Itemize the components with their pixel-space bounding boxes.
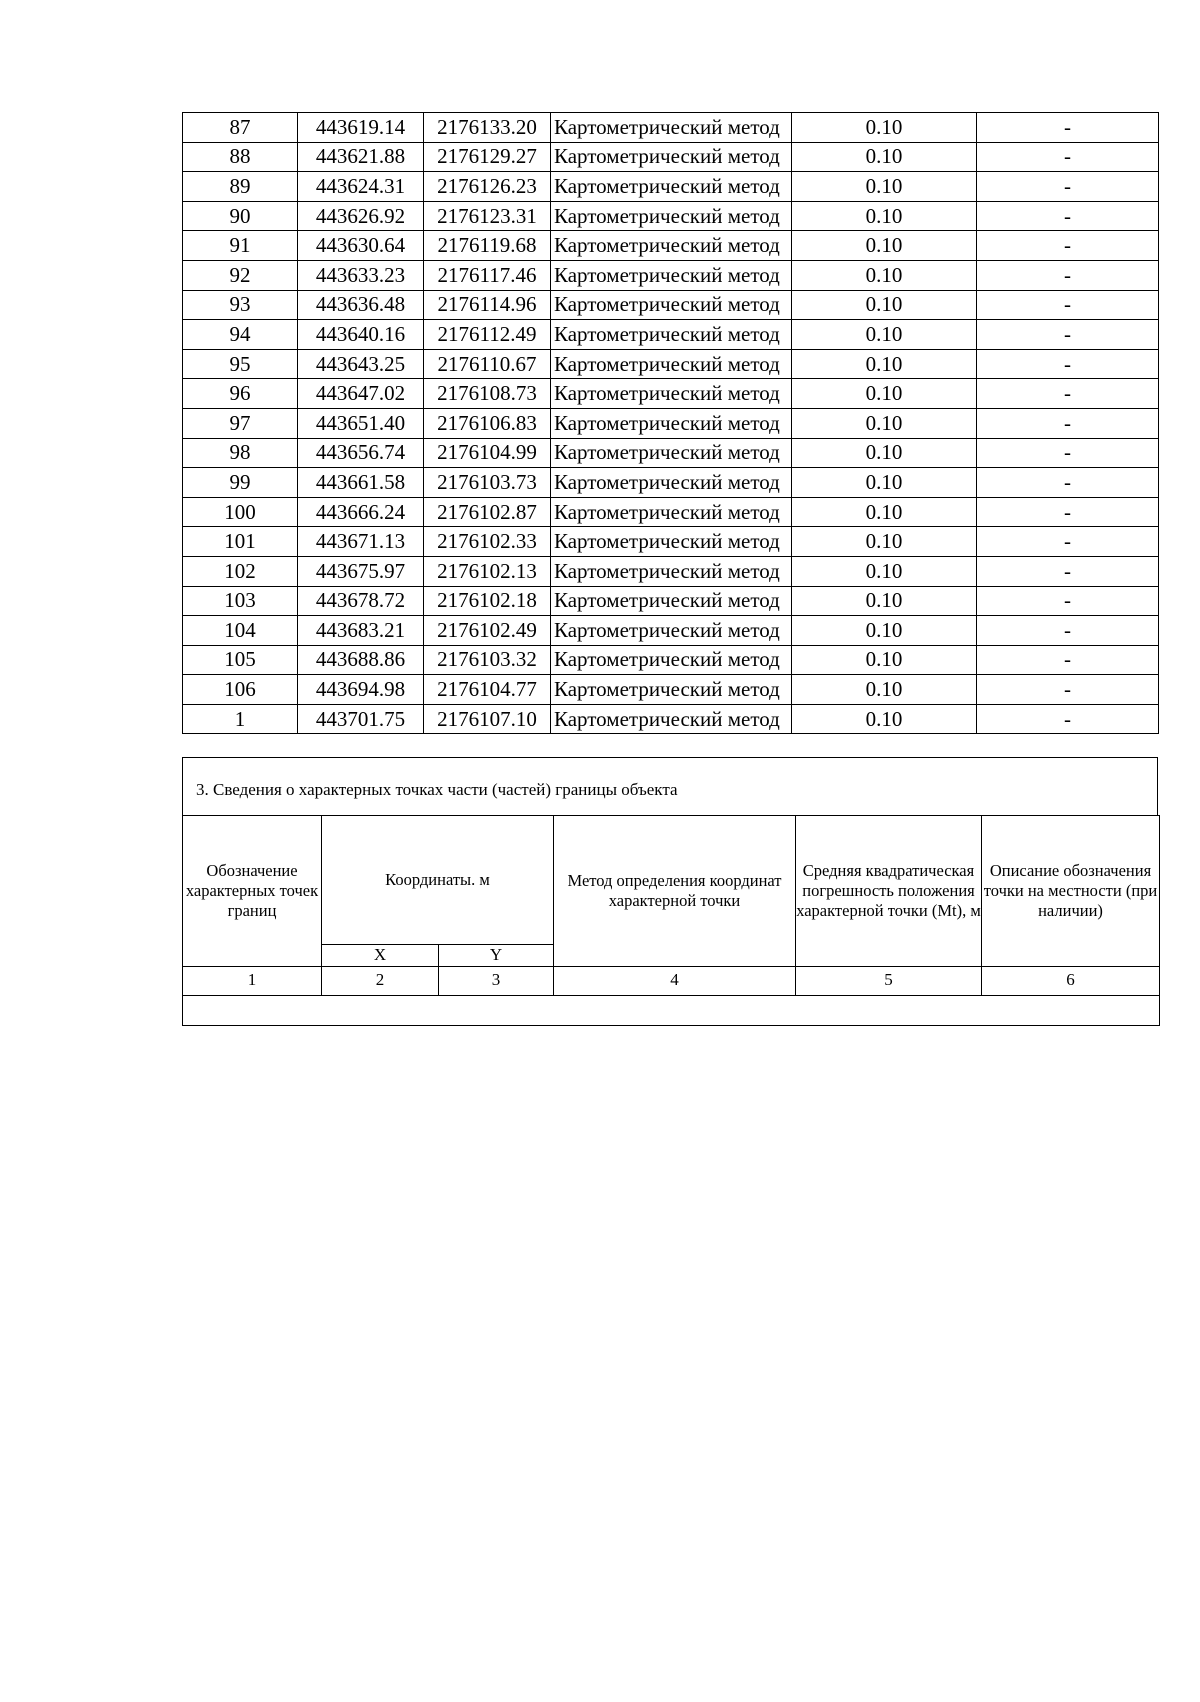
table-row xyxy=(183,675,1159,705)
x-header: X xyxy=(322,945,439,967)
method-cell: Картометрический метод xyxy=(551,468,792,498)
y-coordinate-cell: 2176123.31 xyxy=(424,201,551,231)
x-coordinate-cell: 443636.48 xyxy=(298,290,424,320)
description-cell: - xyxy=(977,527,1159,557)
y-coordinate-cell: 2176104.99 xyxy=(424,438,551,468)
x-coordinate-cell: 443688.86 xyxy=(298,645,424,675)
description-cell: - xyxy=(977,320,1159,350)
table-row xyxy=(183,438,1159,468)
accuracy-cell: 0.10 xyxy=(792,320,977,350)
table-row xyxy=(183,586,1159,616)
accuracy-cell: 0.10 xyxy=(792,142,977,172)
method-cell: Картометрический метод xyxy=(551,172,792,202)
y-coordinate-cell: 2176108.73 xyxy=(424,379,551,409)
y-coordinate-cell: 2176107.10 xyxy=(424,704,551,734)
accuracy-cell: 0.10 xyxy=(792,349,977,379)
x-coordinate-cell: 443675.97 xyxy=(298,556,424,586)
y-coordinate-cell: 2176102.18 xyxy=(424,586,551,616)
coordinates-header: Координаты. м xyxy=(322,816,554,945)
parts-points-table xyxy=(182,815,1160,1026)
accuracy-cell: 0.10 xyxy=(792,645,977,675)
table-row xyxy=(183,320,1159,350)
accuracy-cell: 0.10 xyxy=(792,379,977,409)
accuracy-cell: 0.10 xyxy=(792,468,977,498)
accuracy-cell: 0.10 xyxy=(792,438,977,468)
accuracy-header: Средняя квадратическая погрешность положения характерной точки (Mt), м xyxy=(796,816,982,967)
column-number: 2 xyxy=(322,966,439,995)
column-number: 4 xyxy=(554,966,796,995)
point-id-cell: 88 xyxy=(183,142,298,172)
y-coordinate-cell: 2176102.49 xyxy=(424,616,551,646)
accuracy-cell: 0.10 xyxy=(792,527,977,557)
point-id-cell: 106 xyxy=(183,675,298,705)
accuracy-cell: 0.10 xyxy=(792,201,977,231)
column-number: 5 xyxy=(796,966,982,995)
coordinates-table xyxy=(182,112,1159,734)
method-cell: Картометрический метод xyxy=(551,260,792,290)
table-row xyxy=(183,349,1159,379)
parts-header-row xyxy=(183,816,1160,945)
table-row xyxy=(183,616,1159,646)
table-row xyxy=(183,556,1159,586)
point-id-cell: 87 xyxy=(183,113,298,143)
table-row xyxy=(183,379,1159,409)
method-cell: Картометрический метод xyxy=(551,704,792,734)
x-coordinate-cell: 443678.72 xyxy=(298,586,424,616)
accuracy-cell: 0.10 xyxy=(792,586,977,616)
y-coordinate-cell: 2176102.87 xyxy=(424,497,551,527)
y-coordinate-cell: 2176104.77 xyxy=(424,675,551,705)
table-row xyxy=(183,497,1159,527)
x-coordinate-cell: 443656.74 xyxy=(298,438,424,468)
description-cell: - xyxy=(977,349,1159,379)
column-number: 1 xyxy=(183,966,322,995)
x-coordinate-cell: 443630.64 xyxy=(298,231,424,261)
point-id-cell: 93 xyxy=(183,290,298,320)
description-cell: - xyxy=(977,408,1159,438)
table-row xyxy=(183,231,1159,261)
description-cell: - xyxy=(977,468,1159,498)
accuracy-cell: 0.10 xyxy=(792,260,977,290)
y-coordinate-cell: 2176114.96 xyxy=(424,290,551,320)
accuracy-cell: 0.10 xyxy=(792,172,977,202)
table-row xyxy=(183,172,1159,202)
table-row xyxy=(183,645,1159,675)
y-coordinate-cell: 2176129.27 xyxy=(424,142,551,172)
description-cell: - xyxy=(977,704,1159,734)
point-id-cell: 94 xyxy=(183,320,298,350)
description-cell: - xyxy=(977,231,1159,261)
table-row xyxy=(183,704,1159,734)
table-row xyxy=(183,113,1159,143)
point-id-cell: 95 xyxy=(183,349,298,379)
accuracy-cell: 0.10 xyxy=(792,675,977,705)
point-id-cell: 99 xyxy=(183,468,298,498)
column-numbers-row xyxy=(183,966,1160,995)
y-header: Y xyxy=(439,945,554,967)
accuracy-cell: 0.10 xyxy=(792,231,977,261)
y-coordinate-cell: 2176103.73 xyxy=(424,468,551,498)
method-cell: Картометрический метод xyxy=(551,379,792,409)
method-cell: Картометрический метод xyxy=(551,349,792,379)
point-id-cell: 104 xyxy=(183,616,298,646)
method-cell: Картометрический метод xyxy=(551,645,792,675)
table-row xyxy=(183,527,1159,557)
point-id-cell: 98 xyxy=(183,438,298,468)
description-cell: - xyxy=(977,113,1159,143)
x-coordinate-cell: 443666.24 xyxy=(298,497,424,527)
column-number: 3 xyxy=(439,966,554,995)
y-coordinate-cell: 2176117.46 xyxy=(424,260,551,290)
coordinates-table-body xyxy=(183,113,1159,734)
description-cell: - xyxy=(977,616,1159,646)
description-cell: - xyxy=(977,379,1159,409)
x-coordinate-cell: 443626.92 xyxy=(298,201,424,231)
empty-cell xyxy=(183,995,1160,1025)
x-coordinate-cell: 443671.13 xyxy=(298,527,424,557)
x-coordinate-cell: 443643.25 xyxy=(298,349,424,379)
x-coordinate-cell: 443624.31 xyxy=(298,172,424,202)
table-row xyxy=(183,260,1159,290)
empty-row xyxy=(183,995,1160,1025)
description-cell: - xyxy=(977,645,1159,675)
description-cell: - xyxy=(977,172,1159,202)
y-coordinate-cell: 2176133.20 xyxy=(424,113,551,143)
accuracy-cell: 0.10 xyxy=(792,556,977,586)
point-id-cell: 1 xyxy=(183,704,298,734)
accuracy-cell: 0.10 xyxy=(792,113,977,143)
description-cell: - xyxy=(977,438,1159,468)
y-coordinate-cell: 2176119.68 xyxy=(424,231,551,261)
description-cell: - xyxy=(977,260,1159,290)
accuracy-cell: 0.10 xyxy=(792,704,977,734)
x-coordinate-cell: 443619.14 xyxy=(298,113,424,143)
table-row xyxy=(183,468,1159,498)
point-id-cell: 96 xyxy=(183,379,298,409)
table-row xyxy=(183,201,1159,231)
x-coordinate-cell: 443694.98 xyxy=(298,675,424,705)
table-row xyxy=(183,290,1159,320)
method-cell: Картометрический метод xyxy=(551,142,792,172)
method-cell: Картометрический метод xyxy=(551,201,792,231)
description-cell: - xyxy=(977,497,1159,527)
y-coordinate-cell: 2176106.83 xyxy=(424,408,551,438)
table-row xyxy=(183,142,1159,172)
y-coordinate-cell: 2176126.23 xyxy=(424,172,551,202)
section-3-header xyxy=(182,757,1158,816)
method-cell: Картометрический метод xyxy=(551,586,792,616)
column-number: 6 xyxy=(982,966,1160,995)
method-cell: Картометрический метод xyxy=(551,497,792,527)
method-header: Метод определения координат характерной точки xyxy=(554,816,796,967)
description-cell: - xyxy=(977,586,1159,616)
y-coordinate-cell: 2176102.33 xyxy=(424,527,551,557)
point-id-cell: 97 xyxy=(183,408,298,438)
point-id-cell: 91 xyxy=(183,231,298,261)
description-cell: - xyxy=(977,201,1159,231)
point-id-cell: 101 xyxy=(183,527,298,557)
point-id-cell: 92 xyxy=(183,260,298,290)
description-header: Описание обозначения точки на местности (при наличии) xyxy=(982,816,1160,967)
y-coordinate-cell: 2176103.32 xyxy=(424,645,551,675)
x-coordinate-cell: 443651.40 xyxy=(298,408,424,438)
point-id-cell: 105 xyxy=(183,645,298,675)
x-coordinate-cell: 443683.21 xyxy=(298,616,424,646)
accuracy-cell: 0.10 xyxy=(792,408,977,438)
accuracy-cell: 0.10 xyxy=(792,616,977,646)
y-coordinate-cell: 2176110.67 xyxy=(424,349,551,379)
method-cell: Картометрический метод xyxy=(551,290,792,320)
point-id-cell: 102 xyxy=(183,556,298,586)
point-id-cell: 90 xyxy=(183,201,298,231)
designation-header: Обозначение характерных точек границ xyxy=(183,816,322,967)
method-cell: Картометрический метод xyxy=(551,438,792,468)
method-cell: Картометрический метод xyxy=(551,527,792,557)
method-cell: Картометрический метод xyxy=(551,616,792,646)
method-cell: Картометрический метод xyxy=(551,113,792,143)
x-coordinate-cell: 443640.16 xyxy=(298,320,424,350)
method-cell: Картометрический метод xyxy=(551,231,792,261)
method-cell: Картометрический метод xyxy=(551,675,792,705)
x-coordinate-cell: 443701.75 xyxy=(298,704,424,734)
point-id-cell: 89 xyxy=(183,172,298,202)
y-coordinate-cell: 2176112.49 xyxy=(424,320,551,350)
table-row xyxy=(183,408,1159,438)
section-3-title: 3. Сведения о характерных точках части (частей) границы объекта xyxy=(196,780,678,799)
description-cell: - xyxy=(977,675,1159,705)
description-cell: - xyxy=(977,290,1159,320)
description-cell: - xyxy=(977,142,1159,172)
accuracy-cell: 0.10 xyxy=(792,290,977,320)
method-cell: Картометрический метод xyxy=(551,320,792,350)
y-coordinate-cell: 2176102.13 xyxy=(424,556,551,586)
x-coordinate-cell: 443633.23 xyxy=(298,260,424,290)
x-coordinate-cell: 443621.88 xyxy=(298,142,424,172)
point-id-cell: 100 xyxy=(183,497,298,527)
method-cell: Картометрический метод xyxy=(551,408,792,438)
accuracy-cell: 0.10 xyxy=(792,497,977,527)
point-id-cell: 103 xyxy=(183,586,298,616)
x-coordinate-cell: 443647.02 xyxy=(298,379,424,409)
method-cell: Картометрический метод xyxy=(551,556,792,586)
description-cell: - xyxy=(977,556,1159,586)
x-coordinate-cell: 443661.58 xyxy=(298,468,424,498)
